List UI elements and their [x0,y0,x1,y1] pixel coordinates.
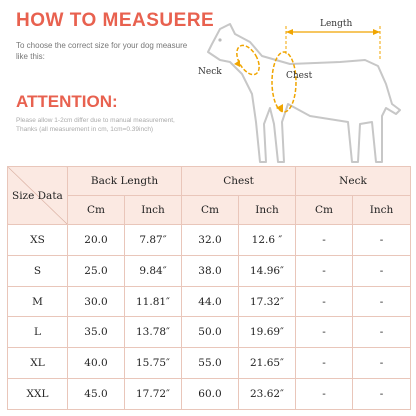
table-cell: 25.0 [68,255,125,286]
size-label: XL [8,348,68,379]
table-cell: 55.0 [182,348,239,379]
table-cell: - [353,348,411,379]
unit-header: Inch [353,196,411,225]
table-cell: 38.0 [182,255,239,286]
group-header-chest: Chest [182,167,296,196]
dog-measurement-diagram [190,4,414,164]
table-cell: 11.81″ [125,286,182,317]
table-cell: 23.62″ [239,379,296,410]
table-row [8,348,411,379]
unit-header: Inch [125,196,182,225]
table-cell: 32.0 [182,225,239,256]
table-cell: - [296,317,353,348]
table-cell: 17.32″ [239,286,296,317]
table-cell: 30.0 [68,286,125,317]
table-cell: 20.0 [68,225,125,256]
intro-text: To choose the correct size for your dog measure like this: [16,41,188,61]
table-cell: - [353,317,411,348]
table-cell: 50.0 [182,317,239,348]
attention-line-1: Please allow 1-2cm differ due to manual measurement, [16,117,175,124]
table-cell: - [353,379,411,410]
dog-silhouette-icon [208,24,400,162]
table-cell: - [296,255,353,286]
table-cell: 17.72″ [125,379,182,410]
table-cell: 12.6 ″ [239,225,296,256]
table-cell: 13.78″ [125,317,182,348]
size-label: L [8,317,68,348]
unit-header: Inch [239,196,296,225]
table-cell: 9.84″ [125,255,182,286]
corner-cell [8,167,68,225]
table-cell: 15.75″ [125,348,182,379]
table-cell: - [353,255,411,286]
group-header-neck: Neck [296,167,411,196]
neck-label: Neck [198,67,222,77]
group-header-back-length: Back Length [68,167,182,196]
table-cell: - [296,225,353,256]
table-cell: - [296,348,353,379]
table-cell: 19.69″ [239,317,296,348]
size-chart-table [7,166,411,410]
table-cell: 7.87″ [125,225,182,256]
table-cell: - [296,379,353,410]
attention-note [16,116,216,134]
table-row [8,286,411,317]
page-title: HOW TO MEASUERE [16,10,215,31]
table-cell: 44.0 [182,286,239,317]
table-cell: 45.0 [68,379,125,410]
unit-header: Cm [182,196,239,225]
table-row [8,225,411,256]
corner-label: Size Data [12,189,63,202]
table-cell: 60.0 [182,379,239,410]
unit-header: Cm [296,196,353,225]
table-cell: - [353,225,411,256]
table-cell: 35.0 [68,317,125,348]
size-label: S [8,255,68,286]
table-row [8,255,411,286]
table-cell: - [353,286,411,317]
chest-label: Chest [286,71,313,81]
table-cell: 14.96″ [239,255,296,286]
table-row [8,317,411,348]
length-indicator [286,19,380,60]
size-label: M [8,286,68,317]
table-cell: 21.65″ [239,348,296,379]
size-label: XS [8,225,68,256]
table-row [8,379,411,410]
unit-header: Cm [68,196,125,225]
attention-line-2: Thanks (all measurement in cm, 1cm=0.39inch) [16,126,154,133]
length-label: Length [320,19,353,29]
table-cell: 40.0 [68,348,125,379]
attention-title: ATTENTION: [16,92,118,111]
table-cell: - [296,286,353,317]
size-label: XXL [8,379,68,410]
